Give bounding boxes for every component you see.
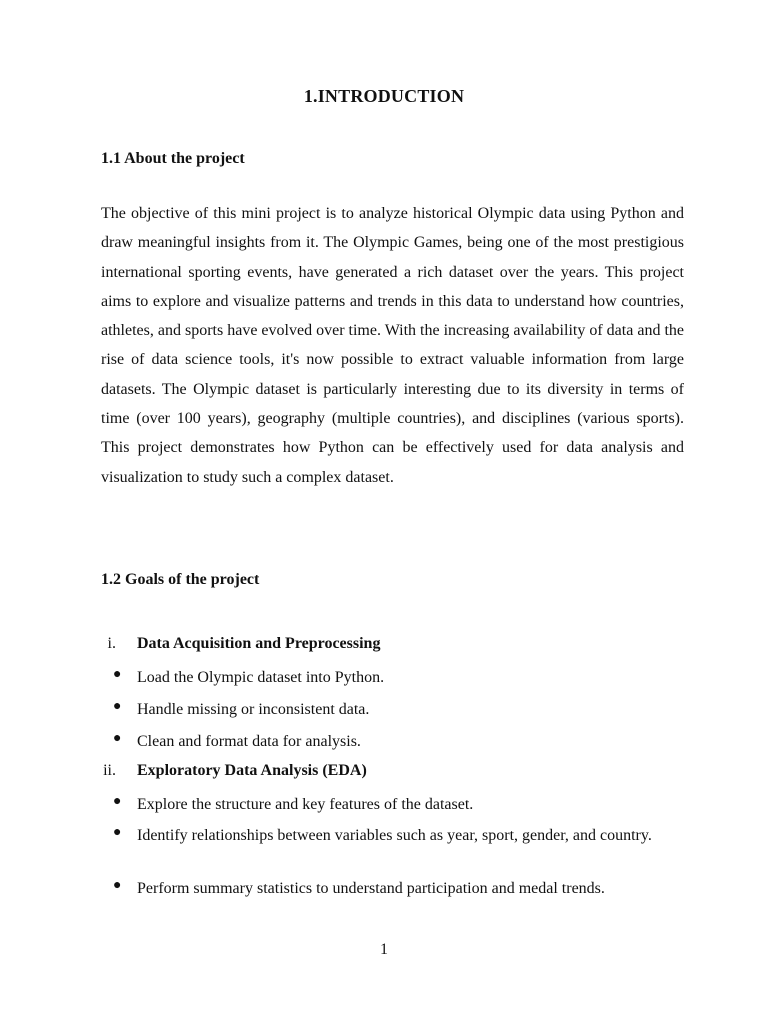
bullet-text: Handle missing or inconsistent data. (137, 701, 370, 718)
bullet-text: Explore the structure and key features of the dataset. (137, 796, 474, 813)
bullet-text: Identify relationships between variables such as year, sport, gender, and country. (137, 827, 652, 844)
bullet-icon: ● (113, 667, 122, 682)
goal-title: Data Acquisition and Preprocessing (137, 635, 381, 652)
bullet-text: Perform summary statistics to understand participation and medal trends. (137, 880, 605, 897)
goal-title: Exploratory Data Analysis (EDA) (137, 762, 367, 779)
section-heading-about: 1.1 About the project (101, 150, 245, 167)
goal-numeral: ii. (103, 762, 116, 779)
section-heading-goals: 1.2 Goals of the project (101, 571, 260, 588)
page-number: 1 (380, 941, 388, 958)
about-paragraph: The objective of this mini project is to analyze historical Olympic data using Python and draw meaningful insights from it. The Olympic Games, being one of the most prestigious international sporting events, have generated a rich dataset over the years. This project aims to explore and visualize patterns and trends in this data to understand how countries, athletes, and sports have evolved over time. With the increasing availability of data and the rise of data science tools, it's now possible to extract valuable information from large datasets. The Olympic dataset is particularly interesting due to its diversity in terms of time (over 100 years), geography (multiple countries), and disciplines (various sports). This project demonstrates how Python can be effectively used for data analysis and visualization to study such a complex dataset. (101, 205, 684, 486)
bullet-text: Clean and format data for analysis. (137, 733, 361, 750)
bullet-text: Load the Olympic dataset into Python. (137, 669, 385, 686)
bullet-icon: ● (113, 825, 122, 840)
goal-numeral: i. (107, 635, 116, 652)
page-title: 1.INTRODUCTION (303, 86, 465, 106)
bullet-icon: ● (113, 794, 122, 809)
bullet-icon: ● (113, 731, 122, 746)
bullet-icon: ● (113, 878, 122, 893)
bullet-icon: ● (113, 699, 122, 714)
